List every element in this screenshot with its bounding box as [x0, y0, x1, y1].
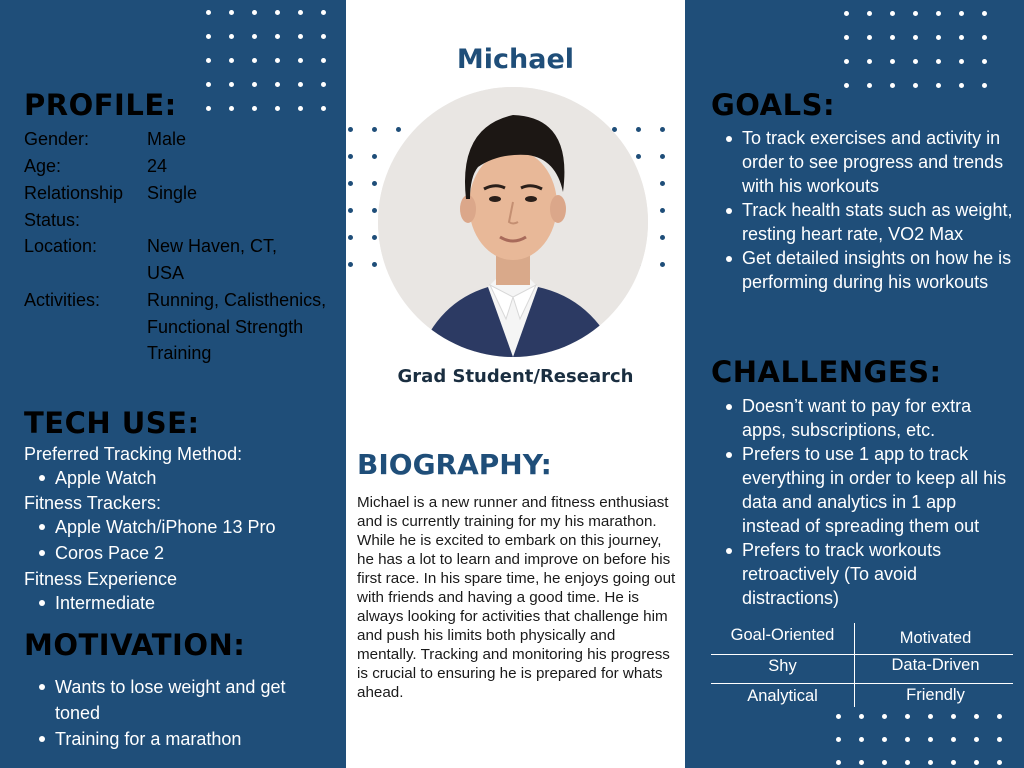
biography-heading: BIOGRAPHY: [357, 448, 552, 481]
portrait-illustration [378, 87, 648, 357]
profile-value: Male [147, 129, 187, 149]
tech-use-subheading: Fitness Experience [24, 569, 178, 589]
motivation-list [24, 674, 324, 752]
trait-label: Analytical [747, 687, 818, 705]
dot-pattern-top-left [206, 10, 326, 111]
tech-use-item: Intermediate [24, 590, 334, 616]
tech-use-list [24, 590, 334, 616]
traits-divider-vertical [854, 623, 855, 707]
motivation-item: Training for a marathon [24, 726, 324, 752]
dot-pattern-top-right [844, 11, 987, 88]
trait-label: Shy [768, 657, 797, 675]
challenge-item: Prefers to track workouts retroactively (To avoid distractions) [711, 538, 1016, 610]
tech-use-list [24, 465, 334, 491]
challenge-item: Prefers to use 1 app to track everything in order to keep all his data and analytics in 1 app instead of spreading them out [711, 442, 1016, 538]
persona-role: Grad Student/Research [397, 366, 634, 387]
profile-value: Running, Calisthenics, Functional Strength Training [147, 290, 327, 363]
goals-heading: GOALS: [711, 88, 836, 122]
trait-label: Friendly [906, 686, 965, 704]
dot-pattern-bottom-right [836, 714, 1002, 765]
profile-heading: PROFILE: [24, 88, 177, 122]
tech-use-list [24, 514, 334, 566]
tech-use-item: Apple Watch/iPhone 13 Pro [24, 514, 334, 540]
profile-value: 24 [147, 156, 168, 176]
challenge-item: Doesn’t want to pay for extra apps, subscriptions, etc. [711, 394, 1016, 442]
profile-key: Gender: [24, 129, 90, 149]
motivation-heading: MOTIVATION: [24, 628, 246, 662]
profile-key: Relationship Status: [24, 183, 124, 230]
goals-list [711, 126, 1016, 294]
challenges-heading: CHALLENGES: [711, 355, 942, 389]
traits-divider-2 [711, 683, 1013, 684]
tech-use-item: Apple Watch [24, 465, 334, 491]
challenges-list [711, 394, 1016, 610]
profile-key: Location: [24, 236, 98, 256]
goal-item: To track exercises and activity in order to see progress and trends with his workouts [711, 126, 1016, 198]
profile-value: New Haven, CT, USA [147, 236, 278, 283]
trait-label: Goal-Oriented [730, 626, 835, 644]
tech-use-heading: TECH USE: [24, 406, 200, 440]
tech-use-item: Coros Pace 2 [24, 540, 334, 566]
traits-grid [711, 622, 1013, 710]
profile-key: Activities: [24, 290, 101, 310]
persona-photo [378, 87, 648, 357]
traits-divider-1 [711, 654, 1013, 655]
goal-item: Track health stats such as weight, resting heart rate, VO2 Max [711, 198, 1016, 246]
profile-value: Single [147, 183, 198, 203]
tech-use-subheading: Fitness Trackers: [24, 493, 162, 513]
tech-use-subheading: Preferred Tracking Method: [24, 444, 243, 464]
persona-name: Michael [456, 44, 575, 75]
profile-key: Age: [24, 156, 62, 176]
trait-label: Motivated [899, 629, 972, 647]
goal-item: Get detailed insights on how he is performing during his workouts [711, 246, 1016, 294]
trait-label: Data-Driven [891, 656, 980, 674]
motivation-item: Wants to lose weight and get toned [24, 674, 324, 726]
biography-text: Michael is a new runner and fitness enthusiast and is currently training for my his marathon. While he is excited to embark on this journey, he has a lot to learn and improve on before his first race. In his spare time, he enjoys going out with friends and having a good time. He is always looking for activities that challenge him and push his limits both physically and mentally. Tracking and monitoring his progress is crucial to ensuring he is prepared for whats ahead. [357, 494, 676, 701]
